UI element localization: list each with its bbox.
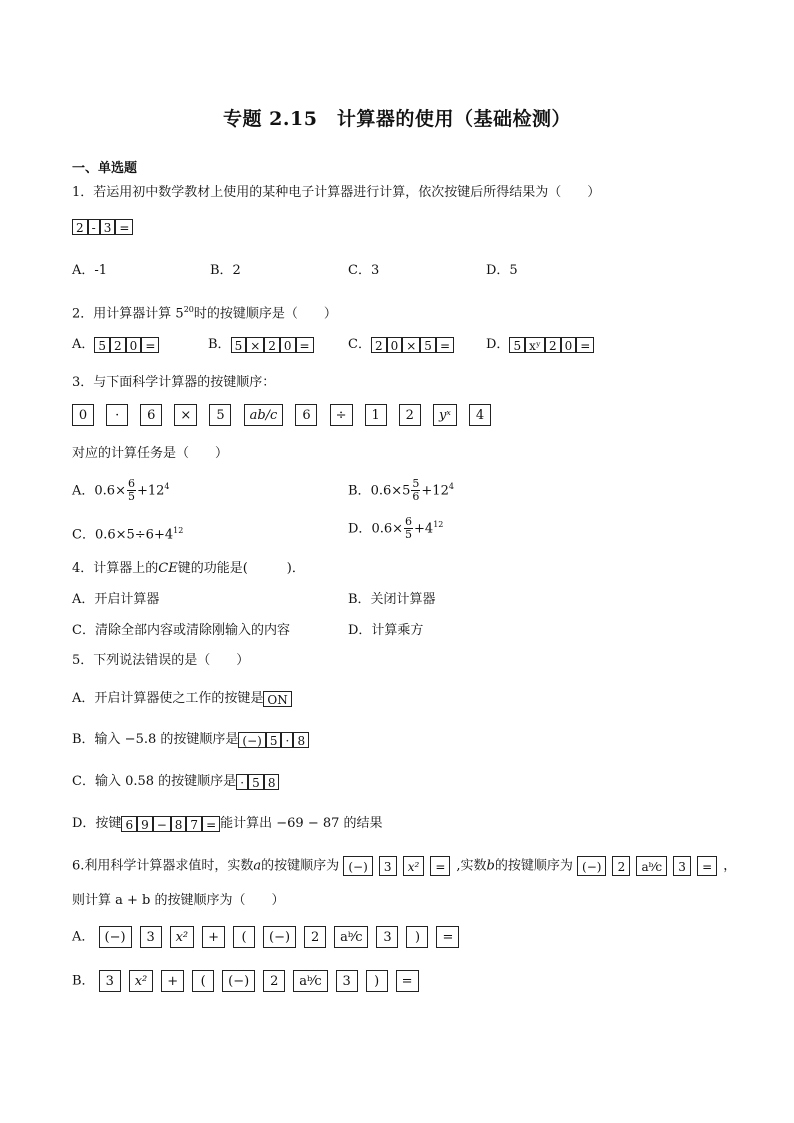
key: = [576, 337, 594, 353]
question-2-option-a [72, 336, 159, 354]
stem-text: 6.利用科学计算器求值时，实数 [72, 858, 254, 874]
key: = [697, 856, 717, 876]
key: · [106, 404, 128, 426]
option-text: A．开启计算器使之工作的按键是 [72, 691, 264, 706]
key: 3 [100, 219, 116, 235]
expr: 0.6×5 [370, 483, 411, 499]
option-label: C． [72, 527, 95, 543]
key: · [281, 732, 293, 748]
key: aᵇ⁄c [293, 970, 327, 992]
question-6-stem-line-1 [72, 856, 736, 876]
key: = [436, 337, 454, 353]
key: − [153, 816, 171, 832]
key: × [402, 337, 420, 353]
key: aᵇ⁄c [334, 926, 368, 948]
expr: 0.6× [371, 521, 404, 537]
numerator: 5 [412, 477, 420, 491]
key: 3 [99, 970, 121, 992]
page-title: 专题 2.15 计算器的使用（基础检测） [223, 108, 571, 130]
key: 3 [673, 856, 691, 876]
key: + [161, 970, 184, 992]
stem-text: 4．计算器上的 [72, 561, 159, 576]
key: = [141, 337, 159, 353]
denominator: 5 [405, 528, 413, 542]
stem-text: 键的功能是( )． [177, 561, 305, 576]
key: · [236, 774, 248, 790]
numerator: 6 [127, 477, 135, 491]
key: 5 [231, 337, 247, 353]
key: ÷ [330, 404, 353, 426]
question-5-option-d [72, 815, 383, 833]
key: xʸ [525, 337, 545, 353]
key: yˣ [433, 404, 457, 426]
key: 5 [248, 774, 264, 790]
option-label: A． [72, 483, 95, 499]
question-1-option-d: D．5 [486, 263, 518, 278]
question-5-option-a [72, 690, 292, 708]
key: (−) [263, 926, 296, 948]
option-text: B．输入 −5.8 的按键顺序是 [72, 732, 239, 747]
key: 5 [266, 732, 282, 748]
question-3-option-a [72, 478, 170, 503]
key: = [296, 337, 314, 353]
question-5-stem: 5．下列说法错误的是（ ） [72, 653, 250, 668]
key: 2 [264, 337, 280, 353]
key: 0 [126, 337, 142, 353]
exponent: 12 [433, 520, 444, 529]
question-3-keys [72, 404, 499, 426]
question-5-option-c [72, 773, 279, 791]
fraction [411, 478, 420, 503]
key: 2 [110, 337, 126, 353]
key: (−) [238, 732, 265, 748]
stem-text: 的按键顺序为 [261, 858, 340, 874]
question-4-stem [72, 560, 305, 578]
option-label: A． [72, 337, 95, 352]
variable-b: b [486, 858, 495, 874]
question-1-option-b: B．2 [210, 263, 241, 278]
option-text: D．按键 [72, 816, 122, 831]
key: 3 [336, 970, 358, 992]
exponent: 4 [164, 482, 170, 491]
ce-key-label: CE [158, 561, 178, 576]
option-text: C．输入 0.58 的按键顺序是 [72, 774, 237, 789]
key: (−) [343, 856, 372, 876]
key: 2 [399, 404, 421, 426]
key: (−) [99, 926, 132, 948]
key: 1 [365, 404, 387, 426]
question-1-option-a: A．-1 [72, 263, 108, 278]
variable-a: a [253, 858, 262, 874]
key: (−) [222, 970, 255, 992]
question-2-stem-post: 时的按键顺序是（ ） [193, 306, 337, 322]
question-3-option-c [72, 522, 183, 544]
key: 0 [280, 337, 296, 353]
expr: 0.6×5÷6+4 [94, 527, 174, 543]
key: ( [192, 970, 214, 992]
question-2-stem [72, 301, 337, 323]
exponent: 12 [173, 526, 184, 535]
key: 7 [186, 816, 202, 832]
expr: +12 [421, 483, 449, 499]
denominator: 6 [412, 490, 420, 504]
key: ON [263, 691, 291, 707]
key: 6 [121, 816, 137, 832]
key: aᵇ⁄c [636, 856, 667, 876]
key: - [88, 219, 100, 235]
key: x² [129, 970, 154, 992]
key: 2 [545, 337, 561, 353]
key: ( [233, 926, 255, 948]
question-6-option-b [72, 970, 427, 992]
section-heading: 一、单选题 [72, 161, 138, 176]
question-3-task: 对应的计算任务是（ ） [72, 446, 229, 461]
numerator: 6 [405, 515, 413, 529]
option-label: B． [72, 973, 95, 989]
key: 6 [140, 404, 162, 426]
key: 5 [509, 337, 525, 353]
key: ) [406, 926, 428, 948]
key: ) [366, 970, 388, 992]
key: 0 [561, 337, 577, 353]
option-label: B． [348, 483, 371, 499]
key: 2 [612, 856, 630, 876]
question-3-option-d [348, 516, 443, 541]
question-5-option-b [72, 731, 309, 749]
key: x² [170, 926, 195, 948]
exponent: 4 [448, 482, 454, 491]
fraction [404, 516, 413, 541]
key: 6 [295, 404, 317, 426]
question-1-option-c: C．3 [348, 263, 380, 278]
key: × [174, 404, 197, 426]
question-6-option-a [72, 926, 467, 948]
key: x² [403, 856, 425, 876]
key: = [202, 816, 220, 832]
key: = [436, 926, 459, 948]
stem-text: 的按键顺序为 [494, 858, 573, 874]
question-4-option-d: D．计算乘方 [348, 623, 424, 638]
fraction [127, 478, 136, 503]
option-text: 能计算出 −69 − 87 的结果 [220, 816, 383, 831]
question-2-option-b [208, 336, 314, 354]
key: 8 [171, 816, 187, 832]
key: 2 [72, 219, 88, 235]
expr: +12 [136, 483, 165, 499]
key: 0 [387, 337, 403, 353]
key: 2 [371, 337, 387, 353]
question-2-exponent: 20 [183, 305, 194, 314]
question-1-keys [72, 219, 133, 235]
question-4-option-b: B．关闭计算器 [348, 592, 436, 607]
stem-text: ,实数 [456, 858, 487, 874]
key: 8 [264, 774, 280, 790]
option-label: C． [348, 337, 371, 352]
question-2-stem-pre: 2．用计算器计算 5 [72, 306, 184, 322]
key: 5 [209, 404, 231, 426]
key: 0 [72, 404, 94, 426]
key: ab/c [244, 404, 284, 426]
question-4-option-a: A．开启计算器 [72, 592, 160, 607]
denominator: 5 [127, 490, 135, 504]
question-4-option-c: C．清除全部内容或清除刚输入的内容 [72, 623, 290, 638]
expr: +4 [414, 521, 434, 537]
key: 3 [379, 856, 397, 876]
key: = [396, 970, 419, 992]
question-2-option-c [348, 336, 454, 354]
question-3-option-b [348, 478, 454, 503]
question-2-option-d [486, 336, 594, 354]
key: 8 [293, 732, 309, 748]
key: 5 [94, 337, 110, 353]
question-3-stem: 3．与下面科学计算器的按键顺序： [72, 375, 276, 390]
key: + [202, 926, 225, 948]
question-1-stem: 1．若运用初中数学教材上使用的某种电子计算器进行计算，依次按键后所得结果为（ ） [72, 185, 601, 200]
option-label: D． [348, 521, 372, 537]
key: (−) [577, 856, 606, 876]
key: 2 [263, 970, 285, 992]
key: 3 [140, 926, 162, 948]
key: = [430, 856, 450, 876]
key: × [246, 337, 264, 353]
key: 5 [420, 337, 436, 353]
option-label: A． [72, 929, 95, 945]
key: 4 [469, 404, 491, 426]
key: = [115, 219, 133, 235]
question-6-stem-line-2: 则计算 a + b 的按键顺序为（ ） [72, 893, 285, 908]
option-label: B． [208, 337, 231, 352]
key: 2 [304, 926, 326, 948]
option-label: D． [486, 337, 510, 352]
expr: 0.6× [94, 483, 126, 499]
key: 9 [137, 816, 153, 832]
key: 3 [376, 926, 398, 948]
stem-text: ， [723, 858, 737, 874]
